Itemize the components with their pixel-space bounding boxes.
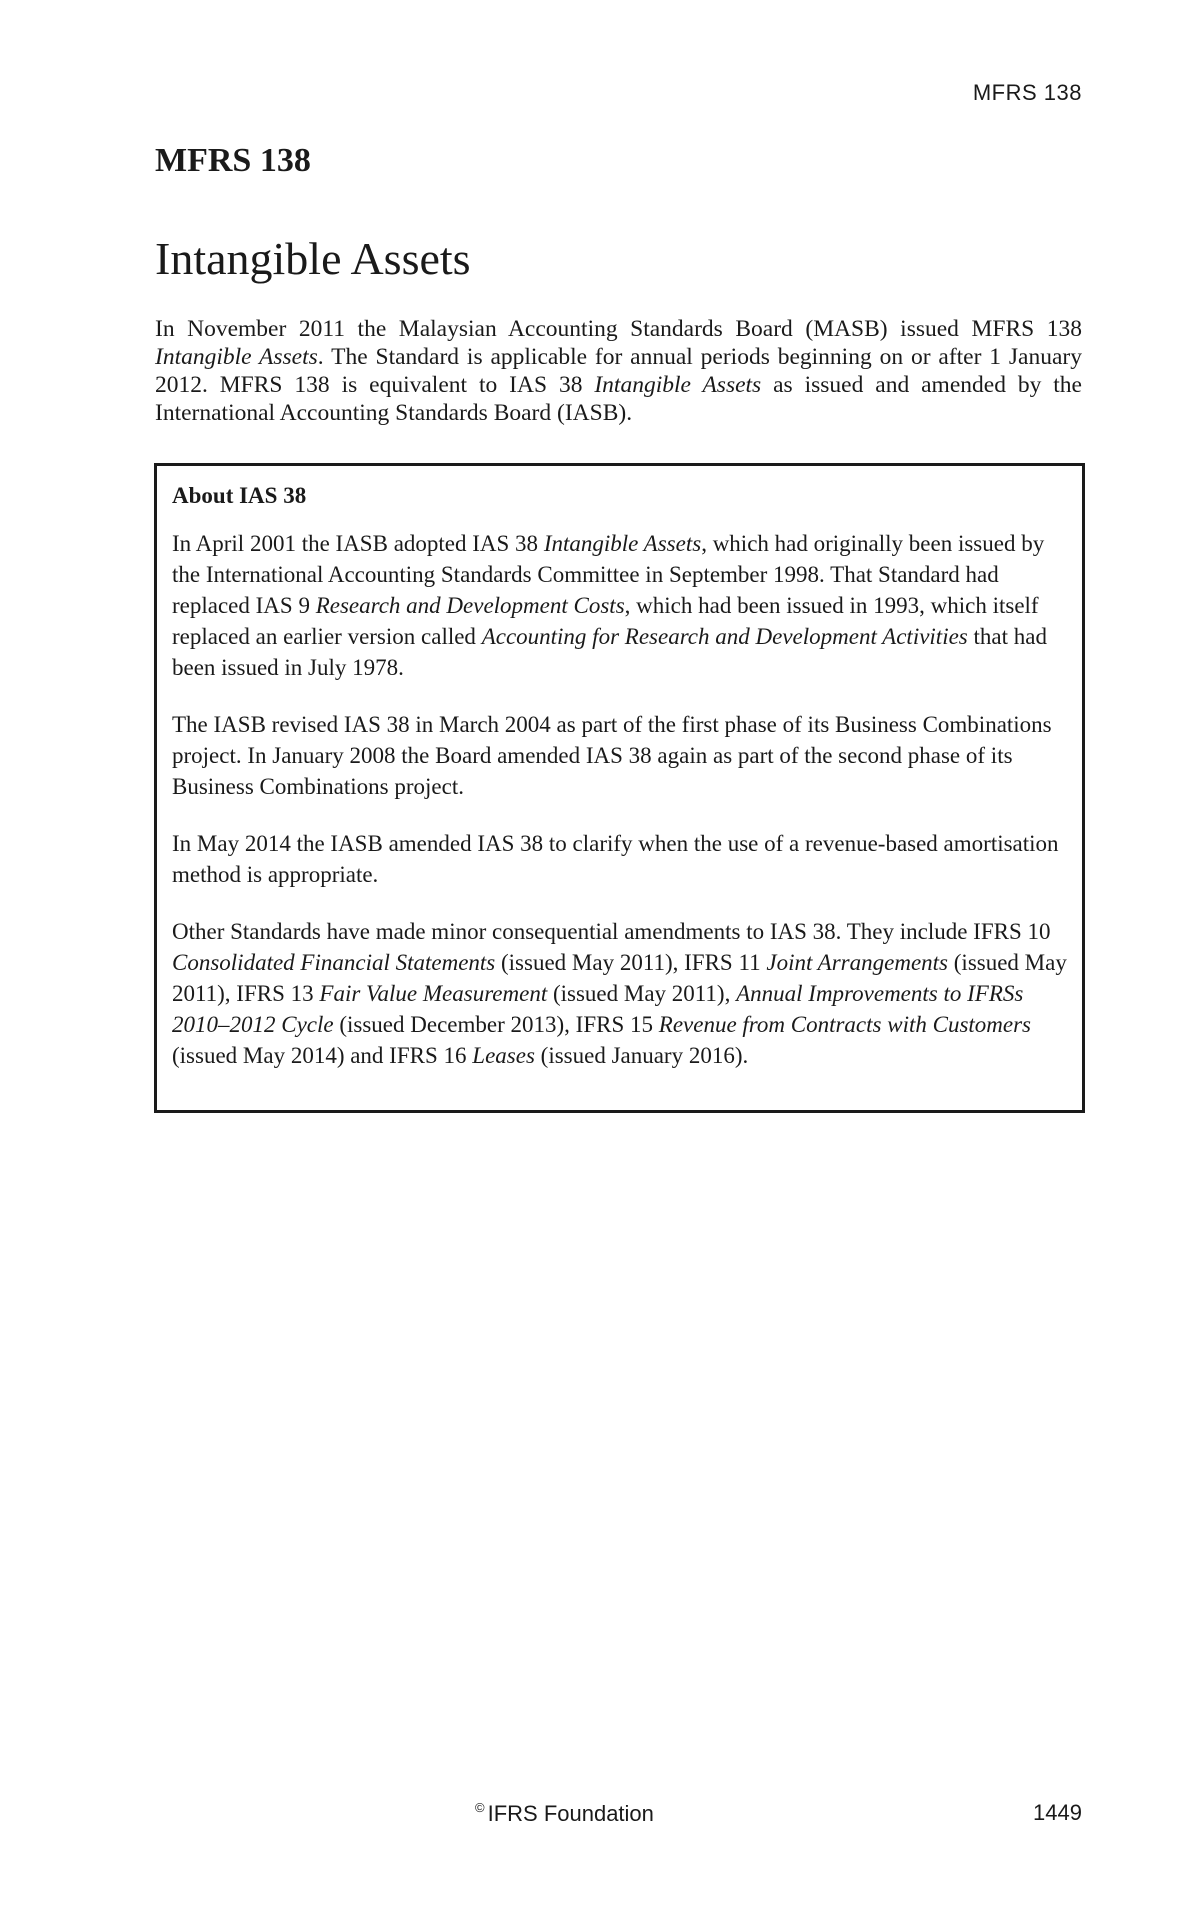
intro-title-ref: Intangible Assets [155,344,318,370]
copyright-icon: © [475,1800,485,1815]
intro-ias-ref: Intangible Assets [594,372,762,398]
running-header: MFRS 138 [972,80,1082,105]
standard-number: MFRS 138 [155,142,311,179]
about-box-title: About IAS 38 [172,483,307,508]
about-paragraph-consequential: Other Standards have made minor consequential amendments to IAS 38. They include IFRS 10 Consolidated Financial Statements (issued May 2011), IFRS 11 Joint Arrangements (issued May 2011), IFRS 13 Fair Value Measurement (issued May 2011), Annual Improvements to IFRSs 2010–2012 Cycle (issued December 2013), IFRS 15 Revenue from Contracts with Customers (issued May 2014) and IFRS 16 Leases (issued January 2016). [172,919,1067,1068]
about-paragraph-revision: The IASB revised IAS 38 in March 2004 as part of the first phase of its Business Combinations project. In January 2008 the Board amended IAS 38 again as part of the second phase of its Business Combinations project. [172,712,1052,799]
about-paragraph-history: In April 2001 the IASB adopted IAS 38 Intangible Assets, which had originally been issued by the International Accounting Standards Committee in September 1998. That Standard had replaced IAS 9 Research and Development Costs, which had been issued in 1993, which itself replaced an earlier version called Accounting for Research and Development Activities that had been issued in July 1978. [172,531,1047,680]
about-ias-38-box [154,463,1085,1113]
page-title: Intangible Assets [155,233,471,284]
footer-copyright: © IFRS Foundation [475,1800,654,1826]
intro-paragraph: In November 2011 the Malaysian Accounting Standards Board (MASB) issued MFRS 138 Intangible Assets. The Standard is applicable for annual periods beginning on or after 1 January 2012. MFRS 138 is equivalent to IAS 38 Intangible Assets as issued and amended by the International Accounting Standards Board (IASB). [155,316,1082,426]
about-paragraph-amendment-2014: In May 2014 the IASB amended IAS 38 to clarify when the use of a revenue-based amortisation method is appropriate. [172,831,1059,887]
page-number: 1449 [1033,1800,1082,1825]
